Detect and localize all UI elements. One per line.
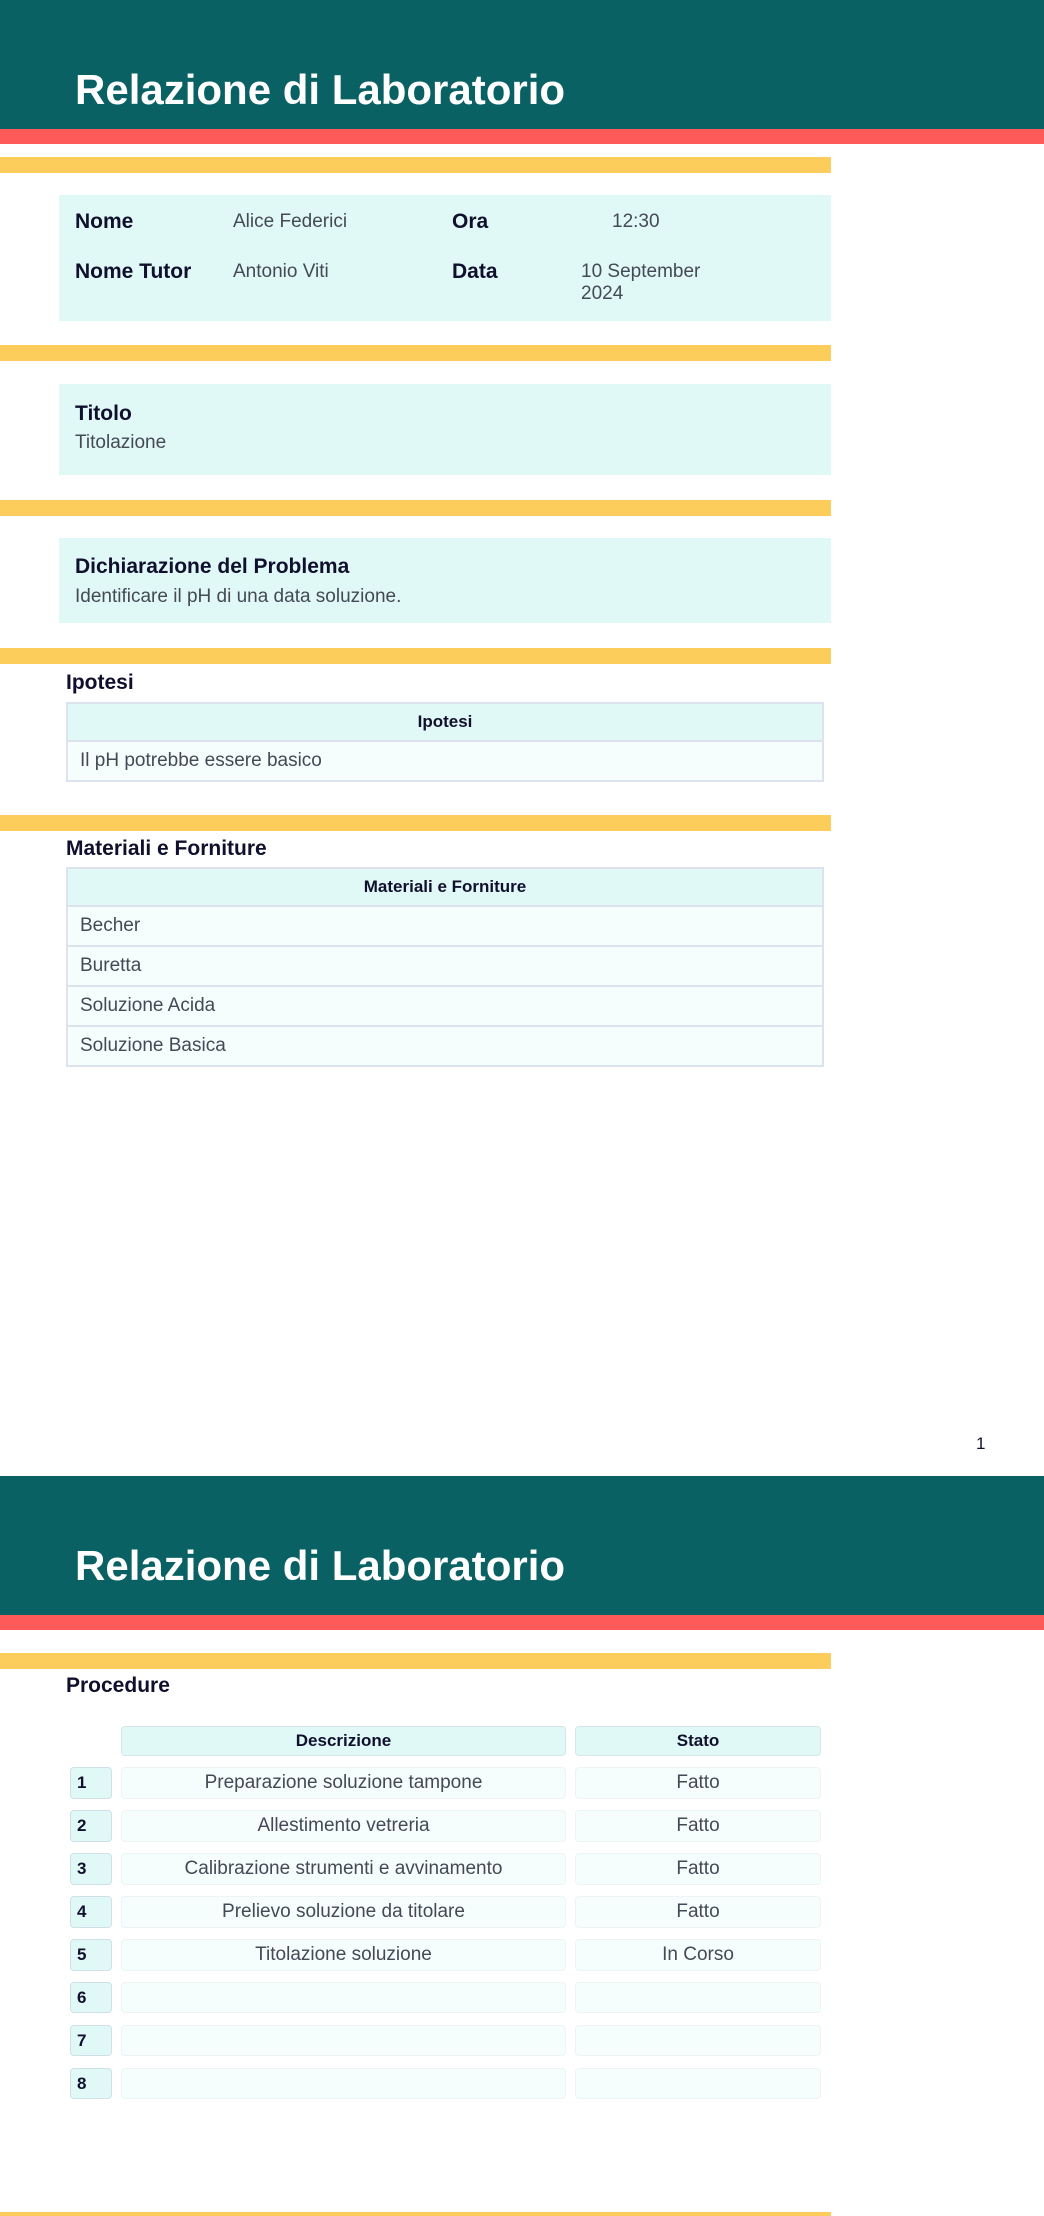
table-row	[67, 741, 823, 781]
table-row	[67, 986, 823, 1026]
page-number: 1	[976, 1434, 986, 1453]
section-divider	[0, 1653, 831, 1669]
tutor-label: Nome Tutor	[75, 260, 192, 283]
titolo-value: Titolazione	[75, 432, 167, 453]
section-divider	[0, 815, 831, 831]
step-description: Allestimento vetreria	[121, 1810, 566, 1842]
procedure-heading: Procedure	[66, 1674, 170, 1697]
description-column-header: Descrizione	[121, 1726, 566, 1756]
material-cell: Soluzione Acida	[67, 986, 823, 1026]
step-description: Titolazione soluzione	[121, 1939, 566, 1971]
section-divider	[0, 345, 831, 361]
name-value: Alice Federici	[233, 211, 348, 232]
step-status: Fatto	[575, 1896, 821, 1928]
step-description: Calibrazione strumenti e avvinamento	[121, 1853, 566, 1885]
step-description	[121, 1982, 566, 2013]
step-number: 7	[70, 2025, 112, 2056]
step-number: 4	[70, 1896, 112, 1928]
status-column-header: Stato	[575, 1726, 821, 1756]
time-label: Ora	[452, 210, 489, 233]
material-cell: Becher	[67, 906, 823, 946]
materials-column-header: Materiali e Forniture	[67, 868, 823, 906]
step-description: Preparazione soluzione tampone	[121, 1767, 566, 1799]
step-status	[575, 2068, 821, 2099]
section-divider	[0, 2212, 831, 2216]
section-divider	[0, 648, 831, 664]
page-header	[0, 1476, 1044, 1615]
hypothesis-table	[66, 702, 824, 782]
header-accent-bar	[0, 129, 1044, 144]
page-title: Relazione di Laboratorio	[75, 1542, 566, 1589]
table-row	[67, 906, 823, 946]
page-title: Relazione di Laboratorio	[75, 66, 566, 113]
step-number: 1	[70, 1767, 112, 1799]
step-number: 8	[70, 2068, 112, 2099]
problem-box	[59, 538, 831, 623]
problem-value: Identificare il pH di una data soluzione.	[75, 586, 402, 607]
page-header	[0, 0, 1044, 129]
header-accent-bar	[0, 1615, 1044, 1630]
materials-heading: Materiali e Forniture	[66, 837, 267, 860]
step-number: 6	[70, 1982, 112, 2013]
step-description	[121, 2025, 566, 2056]
hypothesis-column-header: Ipotesi	[67, 703, 823, 741]
step-status	[575, 1982, 821, 2013]
date-value: 10 September 2024	[581, 261, 701, 304]
step-number: 2	[70, 1810, 112, 1842]
step-status: Fatto	[575, 1810, 821, 1842]
section-divider	[0, 157, 831, 173]
titolo-label: Titolo	[75, 402, 132, 425]
step-number: 5	[70, 1939, 112, 1971]
step-status: Fatto	[575, 1853, 821, 1885]
step-status: In Corso	[575, 1939, 821, 1971]
material-cell: Soluzione Basica	[67, 1026, 823, 1066]
title-box	[59, 384, 831, 475]
step-description	[121, 2068, 566, 2099]
hypothesis-cell: Il pH potrebbe essere basico	[67, 741, 823, 781]
problem-label: Dichiarazione del Problema	[75, 555, 350, 578]
date-label: Data	[452, 260, 498, 283]
hypothesis-heading: Ipotesi	[66, 671, 134, 694]
table-row	[67, 946, 823, 986]
step-number: 3	[70, 1853, 112, 1885]
name-label: Nome	[75, 210, 134, 233]
material-cell: Buretta	[67, 946, 823, 986]
section-divider	[0, 500, 831, 516]
info-box	[59, 195, 831, 321]
step-description: Prelievo soluzione da titolare	[121, 1896, 566, 1928]
materials-table	[66, 867, 824, 1067]
time-value: 12:30	[612, 211, 660, 232]
tutor-value: Antonio Viti	[233, 261, 329, 282]
step-status	[575, 2025, 821, 2056]
step-status: Fatto	[575, 1767, 821, 1799]
table-row	[67, 1026, 823, 1066]
